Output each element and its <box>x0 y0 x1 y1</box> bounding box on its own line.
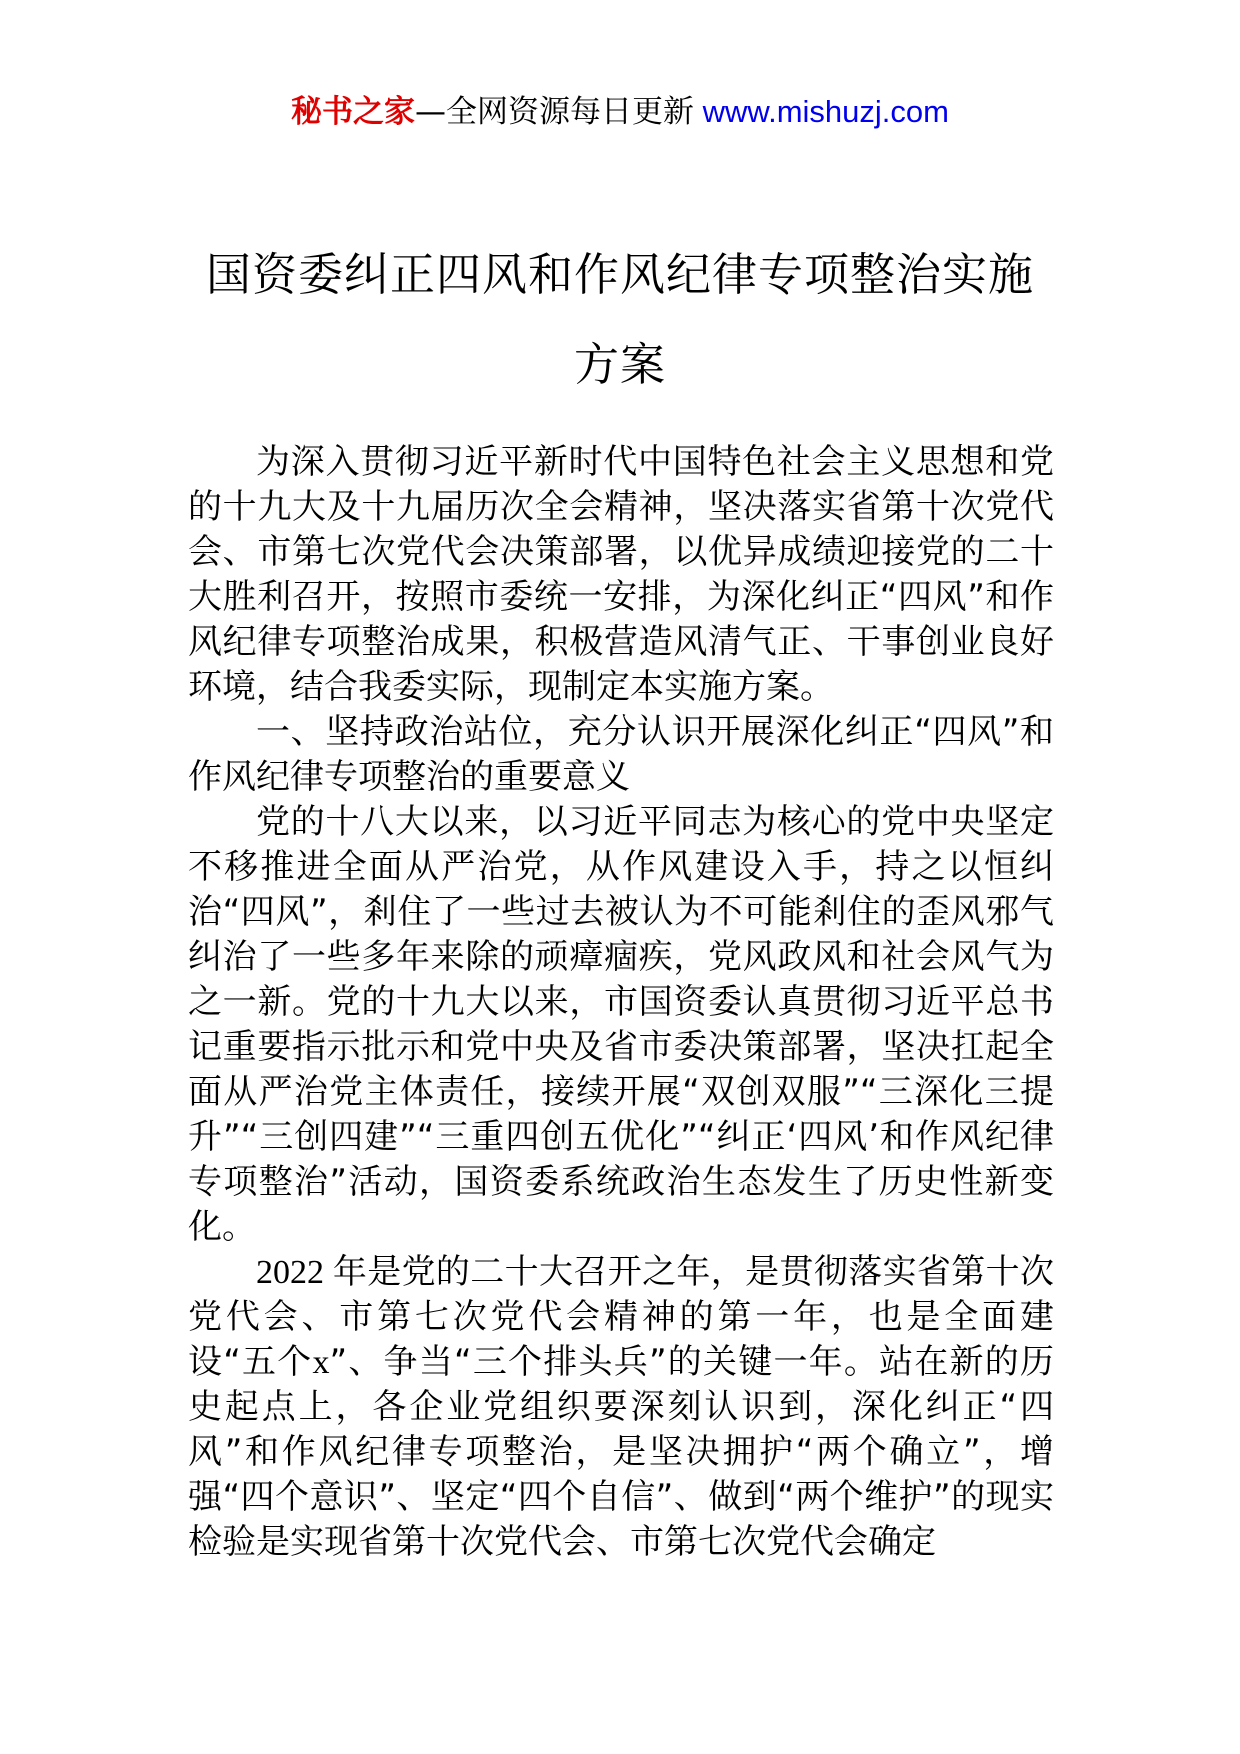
paragraph-2022-part1: 是党的二十大召开之年，是贯彻落实省第十次党代会、市第七次党代会精神的第一年，也是全面建设“五个 <box>188 1252 1055 1382</box>
paragraph-2022 <box>188 1250 1054 1565</box>
document-title <box>120 230 1120 410</box>
paragraph-background: 党的十八大以来，以习近平同志为核心的党中央坚定不移推进全面从严治党，从作风建设入手，持之以恒纠治“四风”，剎住了一些过去被认为不可能剎住的歪风邪气纠治了一些多年来除的顽瘴痼疾，党风政风和社会风气为之一新。党的十九大以来，市国资委认真贯彻习近平总书记重要指示批示和党中央及省市委决策部署，坚决扛起全面从严治党主体责任，接续开展“双创双服”“三深化三提升”“三创四建”“三重四创五优化”“纠正‘四风’和作风纪律专项整治”活动，国资委系统政治生态发生了历史性新变化。 <box>188 802 1054 1247</box>
x-text: x <box>312 1344 330 1381</box>
document-body <box>188 440 1054 1565</box>
paragraph-intro: 为深入贯彻习近平新时代中国特色社会主义思想和党的十九大及十九届历次全会精神，坚决落实省第十次党代会、市第七次党代会决策部署，以优异成绩迎接党的二十大胜利召开，按照市委统一安排，为深化纠正“四风”和作风纪律专项整治成果，积极营造风清气正、干事创业良好环境，结合我委实际，现制定本实施方案。 <box>188 442 1054 707</box>
title-line-1: 国资委纠正四风和作风纪律专项整治实施 <box>205 248 1034 301</box>
site-header <box>0 92 1240 132</box>
brand-name: 秘书之家 <box>291 94 416 130</box>
year-text: 2022 年 <box>256 1254 368 1291</box>
header-slogan: —全网资源每日更新 <box>415 94 695 130</box>
section-heading-1: 一、坚持政治站位，充分认识开展深化纠正“四风”和作风纪律专项整治的重要意义 <box>188 712 1054 797</box>
paragraph-2022-part2: ”、争当“三个排头兵”的关键一年。站在新的历史起点上，各企业党组织要深刻认识到，深化纠正“四风”和作风纪律专项整治，是坚决拥护“两个确立”，增强“四个意识”、坚定“四个自信”、做到“两个维护”的现实检验是实现省第十次党代会、市第七次党代会确定 <box>188 1342 1054 1562</box>
site-url-link[interactable]: www.mishuzj.com <box>694 94 949 129</box>
title-line-2: 方案 <box>573 338 666 391</box>
